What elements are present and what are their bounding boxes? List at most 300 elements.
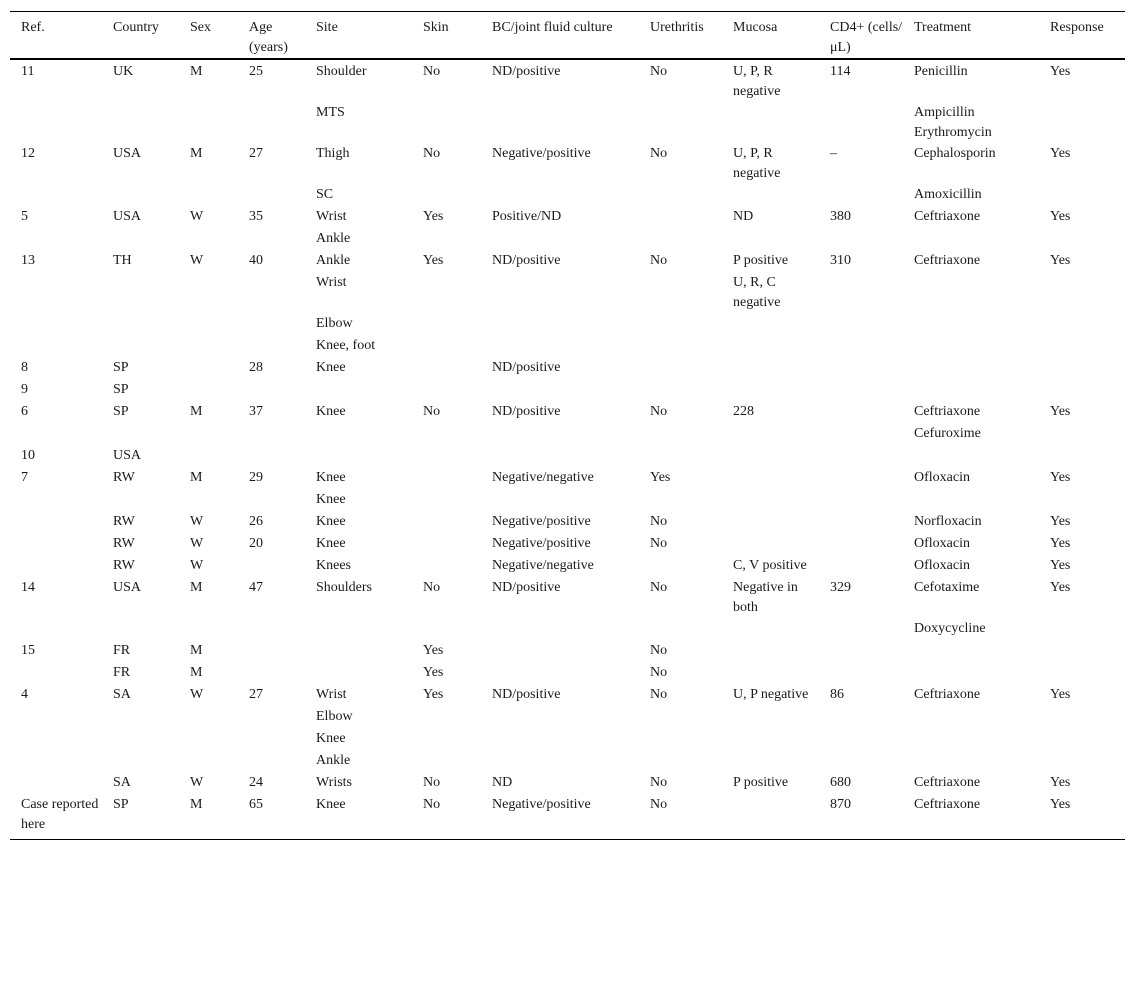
cell-ref: 14 [21, 580, 35, 595]
cell-site [305, 640, 412, 662]
cell-ref [10, 511, 102, 533]
cell-ref [10, 772, 102, 794]
table-row [10, 640, 1125, 662]
cell-mucosa: P positive [733, 775, 789, 790]
cell-sex [179, 272, 238, 313]
cell-age [238, 662, 305, 684]
cell-response [1039, 662, 1125, 684]
cell-ref [10, 184, 102, 206]
cell-treatment [903, 335, 1039, 357]
cell-site: MTS [316, 105, 345, 120]
cell-response [1039, 335, 1125, 357]
table-row [10, 250, 1125, 272]
cell-cd4 [819, 750, 903, 772]
cell-response [1039, 750, 1125, 772]
header-treatment: Treatment [914, 20, 972, 35]
cell-sex: W [190, 775, 204, 790]
cell-skin: No [423, 146, 441, 161]
cell-urethritis: No [650, 404, 668, 419]
cell-country [102, 228, 179, 250]
header-cd4: CD4+ (cells/μL) [830, 20, 903, 55]
cell-cd4 [819, 401, 903, 423]
cell-age [238, 489, 305, 511]
cell-mucosa [722, 423, 819, 445]
cell-cd4: 310 [830, 253, 851, 268]
cell-skin: No [423, 775, 441, 790]
cell-age [238, 445, 305, 467]
cell-urethritis: No [650, 514, 668, 529]
cell-mucosa: P positive [733, 253, 789, 268]
cell-age [238, 228, 305, 250]
cell-age: 20 [249, 536, 263, 551]
cell-sex [179, 728, 238, 750]
cell-cd4 [819, 533, 903, 555]
cell-site: Thigh [316, 146, 350, 161]
cell-cd4 [819, 728, 903, 750]
cell-cd4 [819, 618, 903, 640]
cell-urethritis [639, 357, 722, 379]
cell-ref [10, 728, 102, 750]
cell-urethritis [639, 313, 722, 335]
header-ref: Ref. [21, 20, 45, 35]
cell-mucosa [722, 511, 819, 533]
cell-response [1039, 379, 1125, 401]
table-row [10, 577, 1125, 618]
cell-urethritis: No [650, 536, 668, 551]
table-row [10, 445, 1125, 467]
header-row [10, 12, 1125, 60]
cell-mucosa: U, R, C negative [733, 275, 781, 310]
table-row [10, 533, 1125, 555]
cell-skin [412, 379, 481, 401]
cell-mucosa [722, 379, 819, 401]
cell-mucosa [722, 750, 819, 772]
cell-treatment [903, 445, 1039, 467]
cell-sex: W [190, 558, 204, 573]
cell-ref [10, 489, 102, 511]
cell-cd4: 870 [830, 797, 851, 812]
cell-ref [10, 423, 102, 445]
cell-sex: W [190, 536, 204, 551]
cell-culture: Negative/positive [492, 536, 591, 551]
cell-treatment: Ofloxacin [914, 470, 970, 485]
cell-mucosa [722, 102, 819, 143]
cell-treatment: Ceftriaxone [914, 404, 981, 419]
cell-mucosa: 228 [733, 404, 754, 419]
cell-age [238, 423, 305, 445]
cell-culture: Negative/positive [492, 146, 591, 161]
cell-ref [10, 533, 102, 555]
cell-mucosa [722, 706, 819, 728]
cell-country: SA [113, 775, 131, 790]
cell-ref [10, 102, 102, 143]
cell-treatment [903, 489, 1039, 511]
cell-response [1039, 618, 1125, 640]
cell-skin [412, 533, 481, 555]
cell-urethritis [639, 728, 722, 750]
table-row [10, 750, 1125, 772]
cell-culture: ND/positive [492, 404, 561, 419]
cell-skin: No [423, 797, 441, 812]
cell-treatment [903, 228, 1039, 250]
cell-age: 28 [249, 360, 263, 375]
cell-treatment: Ampicillin Erythromycin [914, 105, 992, 140]
cell-urethritis [639, 184, 722, 206]
cell-skin [412, 228, 481, 250]
cell-urethritis [639, 423, 722, 445]
cell-country: FR [113, 665, 131, 680]
cell-culture [481, 313, 639, 335]
cell-site [305, 662, 412, 684]
cell-mucosa [722, 662, 819, 684]
cell-ref: 12 [21, 146, 35, 161]
cell-ref [10, 313, 102, 335]
cell-treatment [903, 272, 1039, 313]
cell-skin: Yes [423, 687, 444, 702]
cell-response [1039, 272, 1125, 313]
cell-treatment: Ofloxacin [914, 536, 970, 551]
cell-culture: ND/positive [492, 253, 561, 268]
cell-site: Knees [316, 558, 351, 573]
cell-cd4 [819, 489, 903, 511]
cell-mucosa [722, 489, 819, 511]
cell-response: Yes [1050, 558, 1071, 573]
cell-ref [10, 555, 102, 577]
cell-mucosa [722, 228, 819, 250]
table-row [10, 102, 1125, 143]
table-row [10, 467, 1125, 489]
cell-country: SP [113, 404, 129, 419]
cell-site: Ankle [316, 253, 351, 268]
cell-ref: 15 [21, 643, 35, 658]
cell-response [1039, 706, 1125, 728]
cell-culture [481, 335, 639, 357]
cell-site: Knee [316, 470, 346, 485]
cell-culture [481, 379, 639, 401]
header-age: Age (years) [249, 20, 288, 55]
cell-country [102, 618, 179, 640]
cell-country [102, 313, 179, 335]
cell-skin [412, 313, 481, 335]
cell-country [102, 706, 179, 728]
cell-age: 25 [249, 64, 263, 79]
table-row [10, 618, 1125, 640]
table-row [10, 206, 1125, 228]
cell-cd4 [819, 184, 903, 206]
cell-cd4: 680 [830, 775, 851, 790]
cell-age: 40 [249, 253, 263, 268]
cell-ref: 4 [21, 687, 28, 702]
table-header [10, 12, 1125, 60]
cell-skin [412, 357, 481, 379]
cell-response: Yes [1050, 580, 1071, 595]
cell-cd4 [819, 313, 903, 335]
cell-mucosa [722, 640, 819, 662]
cell-sex [179, 335, 238, 357]
cell-response [1039, 640, 1125, 662]
cell-skin: No [423, 580, 441, 595]
cell-mucosa: C, V positive [733, 558, 807, 573]
cell-culture [481, 272, 639, 313]
cell-urethritis: No [650, 643, 668, 658]
cell-response [1039, 357, 1125, 379]
cell-country: RW [113, 470, 135, 485]
cell-urethritis [639, 445, 722, 467]
cell-ref: 8 [21, 360, 28, 375]
cell-age [238, 728, 305, 750]
cell-response: Yes [1050, 797, 1071, 812]
cell-site: Knee, foot [316, 338, 376, 353]
cell-culture [481, 618, 639, 640]
cell-mucosa: U, P, R negative [733, 146, 781, 181]
cell-sex [179, 423, 238, 445]
cell-age [238, 335, 305, 357]
cell-age [238, 706, 305, 728]
cell-culture: ND/positive [492, 360, 561, 375]
cell-sex: M [190, 665, 203, 680]
table-body [10, 59, 1125, 840]
cell-ref: 6 [21, 404, 28, 419]
cell-treatment [903, 379, 1039, 401]
cell-ref [10, 228, 102, 250]
cell-culture: ND/positive [492, 580, 561, 595]
cell-site: Ankle [316, 231, 351, 246]
cell-treatment [903, 706, 1039, 728]
cell-country: RW [113, 536, 135, 551]
cell-response [1039, 184, 1125, 206]
cell-urethritis: No [650, 580, 668, 595]
cell-country [102, 102, 179, 143]
cell-culture [481, 750, 639, 772]
table-row [10, 684, 1125, 706]
table-row [10, 59, 1125, 102]
cell-sex: W [190, 209, 204, 224]
cell-site: Wrist [316, 209, 347, 224]
cell-culture: Negative/positive [492, 514, 591, 529]
cell-response: Yes [1050, 146, 1071, 161]
cell-urethritis: No [650, 146, 668, 161]
cell-age: 37 [249, 404, 263, 419]
cell-country [102, 184, 179, 206]
cell-sex [179, 750, 238, 772]
cell-response [1039, 313, 1125, 335]
cell-response [1039, 728, 1125, 750]
cell-sex [179, 445, 238, 467]
cell-culture [481, 489, 639, 511]
cell-sex: W [190, 514, 204, 529]
cell-country [102, 272, 179, 313]
table-row [10, 335, 1125, 357]
cell-age [238, 618, 305, 640]
cell-mucosa: U, P negative [733, 687, 809, 702]
cell-site [305, 379, 412, 401]
cell-ref: Case reported here [21, 797, 99, 832]
cell-cd4 [819, 423, 903, 445]
cell-treatment: Ceftriaxone [914, 209, 981, 224]
cell-ref [10, 618, 102, 640]
cell-site: Shoulders [316, 580, 372, 595]
cell-mucosa: U, P, R negative [733, 64, 781, 99]
cell-skin [412, 555, 481, 577]
cell-culture: Negative/positive [492, 797, 591, 812]
cell-treatment: Cefotaxime [914, 580, 980, 595]
cell-urethritis [639, 228, 722, 250]
cell-treatment: Amoxicillin [914, 187, 982, 202]
cell-country: SP [113, 382, 129, 397]
cell-culture: Positive/ND [492, 209, 562, 224]
cell-cd4 [819, 357, 903, 379]
cell-country: FR [113, 643, 131, 658]
cell-ref: 10 [21, 448, 35, 463]
cell-cd4: 114 [830, 64, 851, 79]
cell-mucosa [722, 357, 819, 379]
cell-cd4: 329 [830, 580, 851, 595]
cell-site: Wrist [316, 275, 347, 290]
cell-response: Yes [1050, 209, 1071, 224]
cell-ref [10, 662, 102, 684]
cell-country: RW [113, 514, 135, 529]
cell-urethritis: No [650, 665, 668, 680]
cell-ref [10, 335, 102, 357]
cell-sex: M [190, 643, 203, 658]
cell-skin [412, 445, 481, 467]
cell-mucosa [722, 618, 819, 640]
cell-skin: No [423, 404, 441, 419]
cell-urethritis [639, 618, 722, 640]
cell-cd4 [819, 640, 903, 662]
cell-cd4 [819, 555, 903, 577]
cell-country: SA [113, 687, 131, 702]
header-response: Response [1050, 20, 1104, 35]
cell-treatment [903, 640, 1039, 662]
cell-site [305, 423, 412, 445]
cell-response: Yes [1050, 687, 1071, 702]
cell-site: Knee [316, 492, 346, 507]
cell-age: 35 [249, 209, 263, 224]
cell-cd4 [819, 102, 903, 143]
cell-age: 26 [249, 514, 263, 529]
cell-treatment [903, 662, 1039, 684]
cell-sex [179, 102, 238, 143]
cell-age: 24 [249, 775, 263, 790]
cell-culture: ND/positive [492, 64, 561, 79]
cell-treatment: Ceftriaxone [914, 797, 981, 812]
cell-mucosa [722, 445, 819, 467]
cell-age: 27 [249, 687, 263, 702]
cell-urethritis [639, 272, 722, 313]
cell-site: Knee [316, 731, 346, 746]
cell-sex: M [190, 146, 203, 161]
cell-site: Wrist [316, 687, 347, 702]
cell-urethritis [639, 706, 722, 728]
cell-ref [10, 706, 102, 728]
cell-mucosa [722, 184, 819, 206]
cell-country [102, 728, 179, 750]
cell-country: USA [113, 580, 142, 595]
header-skin: Skin [423, 20, 449, 35]
cell-treatment: Norfloxacin [914, 514, 982, 529]
table-row [10, 357, 1125, 379]
cell-treatment: Cefuroxime [914, 426, 981, 441]
cell-culture [481, 640, 639, 662]
cell-site [305, 445, 412, 467]
table-row [10, 489, 1125, 511]
header-country: Country [113, 20, 159, 35]
cell-skin [412, 489, 481, 511]
cell-culture [481, 423, 639, 445]
cell-site: Knee [316, 514, 346, 529]
cell-sex [179, 489, 238, 511]
cell-skin [412, 618, 481, 640]
cell-response [1039, 489, 1125, 511]
cell-country: TH [113, 253, 132, 268]
cell-skin [412, 184, 481, 206]
table-row [10, 401, 1125, 423]
cell-culture: ND/positive [492, 687, 561, 702]
cell-sex: M [190, 470, 203, 485]
table-row [10, 379, 1125, 401]
cell-age [238, 379, 305, 401]
cell-treatment: Ceftriaxone [914, 687, 981, 702]
cell-sex [179, 184, 238, 206]
cell-site: Wrists [316, 775, 352, 790]
table-row [10, 228, 1125, 250]
cell-country: RW [113, 558, 135, 573]
cell-age [238, 102, 305, 143]
cell-sex [179, 618, 238, 640]
cell-cd4 [819, 335, 903, 357]
cell-urethritis [639, 489, 722, 511]
cell-skin: Yes [423, 209, 444, 224]
cell-cd4 [819, 706, 903, 728]
cell-skin [412, 511, 481, 533]
cell-treatment: Cephalosporin [914, 146, 996, 161]
cell-country [102, 423, 179, 445]
cell-sex [179, 379, 238, 401]
cell-country: USA [113, 209, 142, 224]
cell-cd4: – [830, 146, 837, 161]
cell-country: UK [113, 64, 134, 79]
cell-response [1039, 228, 1125, 250]
cell-treatment: Ceftriaxone [914, 775, 981, 790]
table-row [10, 143, 1125, 184]
cell-culture [481, 706, 639, 728]
cell-response: Yes [1050, 514, 1071, 529]
cell-response: Yes [1050, 775, 1071, 790]
cell-urethritis: Yes [650, 470, 671, 485]
cell-skin: No [423, 64, 441, 79]
cell-response: Yes [1050, 253, 1071, 268]
cell-mucosa [722, 313, 819, 335]
cell-culture [481, 662, 639, 684]
cell-cd4 [819, 662, 903, 684]
cell-cd4 [819, 511, 903, 533]
cell-country [102, 335, 179, 357]
cell-response: Yes [1050, 536, 1071, 551]
cell-skin [412, 750, 481, 772]
cell-site: SC [316, 187, 334, 202]
table-row [10, 184, 1125, 206]
header-site: Site [316, 20, 338, 35]
cell-culture [481, 184, 639, 206]
cell-ref: 13 [21, 253, 35, 268]
cell-sex [179, 706, 238, 728]
cell-site: Knee [316, 404, 346, 419]
cell-mucosa: Negative in both [733, 580, 798, 615]
cell-urethritis: No [650, 797, 668, 812]
cell-skin [412, 423, 481, 445]
cell-age [238, 640, 305, 662]
